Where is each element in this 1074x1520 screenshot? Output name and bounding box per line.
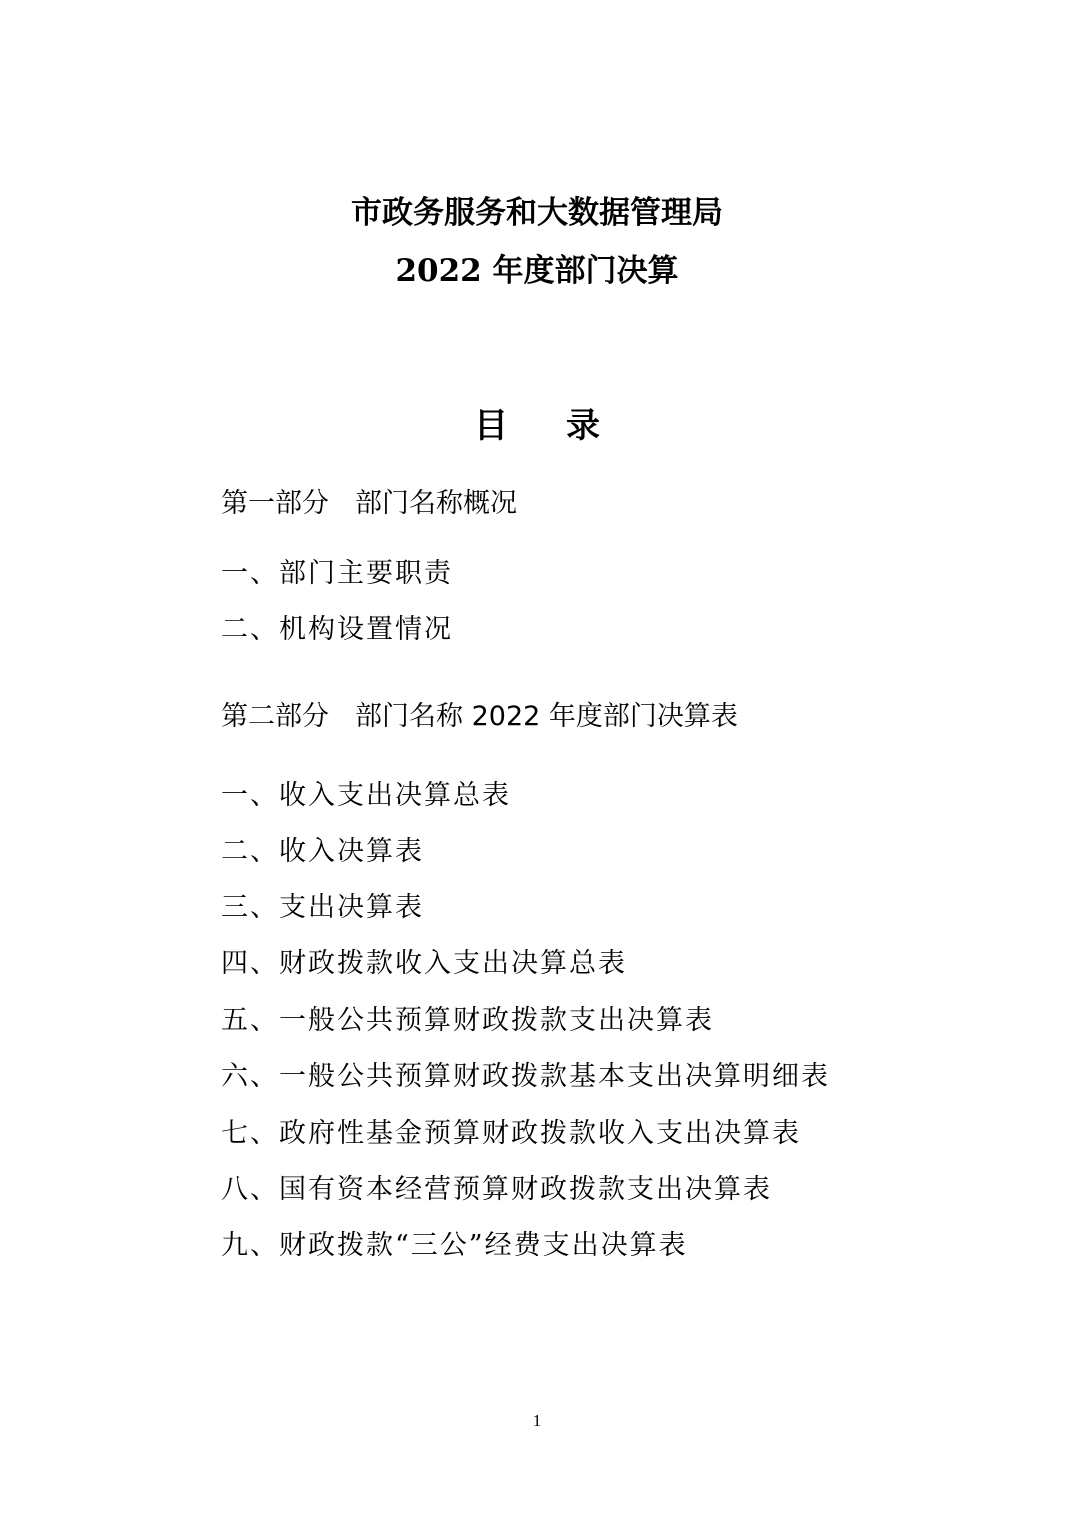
toc-item-part2-2: 二、收入决算表 <box>221 836 424 867</box>
document-title-line1: 市政务服务和大数据管理局 <box>351 195 723 231</box>
part1-name: 部门名称概况 <box>355 488 517 519</box>
toc-item-part2-4: 四、财政拨款收入支出决算总表 <box>221 948 627 979</box>
part2-name: 部门名称 2022 年度部门决算表 <box>355 701 738 732</box>
toc-item-part2-5: 五、一般公共预算财政拨款支出决算表 <box>221 1005 714 1036</box>
part1-label: 第一部分 <box>221 488 329 519</box>
toc-item-part2-1: 一、收入支出决算总表 <box>221 780 511 811</box>
toc-item-part2-3: 三、支出决算表 <box>221 892 424 923</box>
part2-heading <box>221 699 738 735</box>
document-title-line2: 2022 年度部门决算 <box>395 253 679 289</box>
toc-item-part2-9: 九、财政拨款“三公”经费支出决算表 <box>221 1230 688 1261</box>
toc-item-part1-1: 一、部门主要职责 <box>221 558 453 589</box>
toc-item-part2-8: 八、国有资本经营预算财政拨款支出决算表 <box>221 1174 772 1205</box>
part2-label: 第二部分 <box>221 701 329 732</box>
toc-item-part2-7: 七、政府性基金预算财政拨款收入支出决算表 <box>221 1118 801 1149</box>
toc-item-part2-6: 六、一般公共预算财政拨款基本支出决算明细表 <box>221 1061 830 1092</box>
part1-heading <box>221 486 517 522</box>
toc-item-part1-2: 二、机构设置情况 <box>221 614 453 645</box>
page-number: 1 <box>532 1411 542 1430</box>
toc-heading: 目录 <box>474 406 658 446</box>
